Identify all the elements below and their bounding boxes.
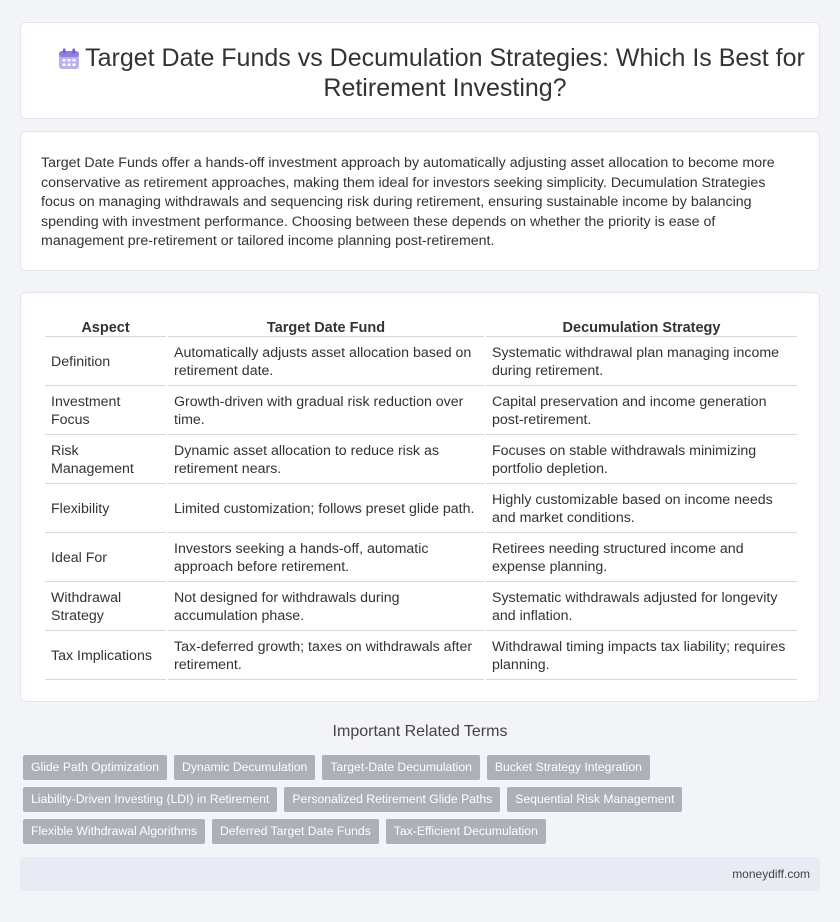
footer xyxy=(20,857,820,891)
decumulation-cell: Focuses on stable withdrawals minimizing portfolio depletion. xyxy=(486,435,797,484)
tag-ldi-in-retirement[interactable]: Liability-Driven Investing (LDI) in Retirement xyxy=(23,787,277,812)
aspect-cell: Flexibility xyxy=(45,484,166,533)
aspect-cell: Withdrawal Strategy xyxy=(45,582,166,631)
intro-paragraph: Target Date Funds offer a hands-off investment approach by automatically adjusting asset allocation to become more conservative as retirement approaches, making them ideal for investors seeking simplicity. Decumulation Strategies focus on managing withdrawals and sequencing risk during retirement, ensuring sustainable income by balancing spending with investment performance. Choosing between these depends on whether the priority is ease of management pre-retirement or tailored income planning post-retirement. xyxy=(41,155,775,249)
table-row xyxy=(45,582,797,631)
decumulation-cell: Systematic withdrawals adjusted for longevity and inflation. xyxy=(486,582,797,631)
decumulation-cell: Capital preservation and income generation post-retirement. xyxy=(486,386,797,435)
table-row xyxy=(45,484,797,533)
tag-sequential-risk-management[interactable]: Sequential Risk Management xyxy=(507,787,682,812)
comparison-table xyxy=(43,314,799,680)
target-date-fund-cell: Not designed for withdrawals during accumulation phase. xyxy=(168,582,484,631)
tag-dynamic-decumulation[interactable]: Dynamic Decumulation xyxy=(174,755,315,780)
decumulation-cell: Withdrawal timing impacts tax liability; requires planning. xyxy=(486,631,797,680)
tag-bucket-strategy-integration[interactable]: Bucket Strategy Integration xyxy=(487,755,650,780)
target-date-fund-cell: Limited customization; follows preset glide path. xyxy=(168,484,484,533)
aspect-cell: Risk Management xyxy=(45,435,166,484)
related-terms-list xyxy=(23,755,813,851)
decumulation-cell: Retirees needing structured income and expense planning. xyxy=(486,533,797,582)
target-date-fund-cell: Dynamic asset allocation to reduce risk as retirement nears. xyxy=(168,435,484,484)
table-header-row xyxy=(45,314,797,337)
table-row xyxy=(45,533,797,582)
tag-glide-path-optimization[interactable]: Glide Path Optimization xyxy=(23,755,167,780)
intro-card xyxy=(20,131,820,271)
aspect-cell: Definition xyxy=(45,337,166,386)
target-date-fund-cell: Growth-driven with gradual risk reduction over time. xyxy=(168,386,484,435)
target-date-fund-cell: Automatically adjusts asset allocation based on retirement date. xyxy=(168,337,484,386)
tag-target-date-decumulation[interactable]: Target-Date Decumulation xyxy=(322,755,480,780)
title-card xyxy=(20,22,820,119)
calendar-icon xyxy=(58,48,80,70)
header-decumulation-strategy: Decumulation Strategy xyxy=(486,314,797,337)
page-title: Target Date Funds vs Decumulation Strategies: Which Is Best for Retirement Investing? xyxy=(85,44,805,102)
table-row xyxy=(45,386,797,435)
table-row xyxy=(45,631,797,680)
tag-tax-efficient-decumulation[interactable]: Tax-Efficient Decumulation xyxy=(386,819,546,844)
decumulation-cell: Systematic withdrawal plan managing income during retirement. xyxy=(486,337,797,386)
header-target-date-fund: Target Date Fund xyxy=(168,314,484,337)
target-date-fund-cell: Investors seeking a hands-off, automatic approach before retirement. xyxy=(168,533,484,582)
related-terms-title: Important Related Terms xyxy=(332,723,508,740)
decumulation-cell: Highly customizable based on income needs and market conditions. xyxy=(486,484,797,533)
tag-row xyxy=(23,755,813,780)
comparison-card xyxy=(20,292,820,702)
aspect-cell: Tax Implications xyxy=(45,631,166,680)
header-aspect: Aspect xyxy=(45,314,166,337)
table-row xyxy=(45,435,797,484)
site-name[interactable]: moneydiff.com xyxy=(732,867,810,881)
target-date-fund-cell: Tax-deferred growth; taxes on withdrawals after retirement. xyxy=(168,631,484,680)
tag-row xyxy=(23,787,813,812)
tag-row xyxy=(23,819,813,844)
tag-deferred-target-date-funds[interactable]: Deferred Target Date Funds xyxy=(212,819,379,844)
aspect-cell: Ideal For xyxy=(45,533,166,582)
aspect-cell: Investment Focus xyxy=(45,386,166,435)
tag-personalized-glide-paths[interactable]: Personalized Retirement Glide Paths xyxy=(284,787,500,812)
table-row xyxy=(45,337,797,386)
tag-flexible-withdrawal-algorithms[interactable]: Flexible Withdrawal Algorithms xyxy=(23,819,205,844)
